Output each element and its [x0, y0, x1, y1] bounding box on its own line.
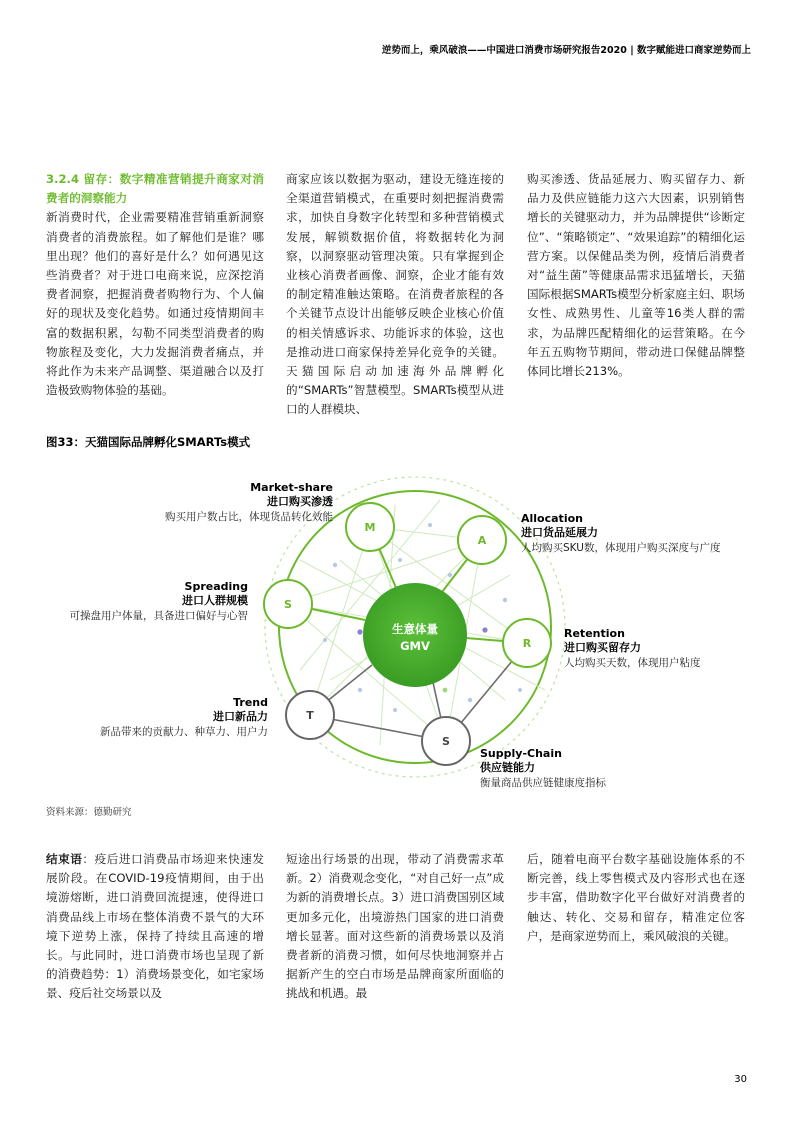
figure-source: 资料来源：德勤研究: [46, 807, 132, 818]
label-t-cn: 进口新品力: [213, 710, 268, 723]
conclusion-column-2: [286, 850, 504, 1004]
node-s2-letter: S: [442, 735, 450, 748]
figure-title: 图33：天猫国际品牌孵化SMARTs模式: [46, 435, 251, 449]
section-paragraph-2: 商家应该以数据为驱动，建设无缝连接的全渠道营销模式，在重要时刻把握消费需求，加快自身数字化转型和多种营销模式发展，解锁数据价值，将数据转化为洞察，以洞察驱动管理决策。只有掌握到企业核心消费者画像、洞察，企业才能有效的制定精准触达策略。在消费者旅程的各个关键节点设计出能够反映企业核心价值的相关情感诉求、功能诉求的体验，这也是推动进口商家保持差异化竞争的关键。天猫国际启动加速海外品牌孵化的“SMARTs”智慧模型。SMARTs模型从进口的人群模块、: [286, 172, 504, 417]
center-label-cn: 生意体量: [392, 622, 438, 636]
label-a-cn: 进口货品延展力: [521, 526, 598, 539]
section-column-3: [527, 170, 745, 381]
conclusion-column-3: [527, 850, 745, 946]
node-t: [286, 691, 334, 739]
node-t-letter: T: [306, 709, 314, 722]
page-number: 30: [734, 1074, 747, 1085]
node-a-letter: A: [477, 534, 487, 547]
smarts-diagram: [0, 455, 793, 800]
section-paragraph-3: 购买渗透、货品延展力、购买留存力、新品力及供应链能力这六大因素，识别销售增长的关键驱动力，并为品牌提供“诊断定位”、“策略锁定”、“效果追踪”的精细化运营方案。以保健品类为例，疫情后消费者对“益生菌”等健康品需求迅猛增长，天猫国际根据SMARTs模型分析家庭主妇、职场女性、成熟男性、儿童等16类人群的需求，为品牌匹配精细化的运营策略。在今年五五购物节期间，带动进口保健品牌整体同比增长213%。: [527, 172, 745, 379]
header-separator: |: [630, 45, 634, 56]
label-a-en: Allocation: [521, 512, 583, 525]
center-label-gmv: GMV: [400, 639, 430, 653]
conclusion-paragraph-1: [46, 850, 264, 1004]
header-report-title: 逆势而上，乘风破浪——中国进口消费市场研究报告2020: [381, 45, 627, 56]
conclusion-text-1: 疫后进口消费品市场迎来快速发展阶段。在COVID-19疫情期间，由于出境游熔断，进口消费回流提速，使得进口消费品线上市场在整体消费不景气的大环境下逆势上涨，保持了持续且高速的增长。与此同时，进口消费市场也呈现了新的消费趋势：1）消费场景变化，如宅家场景、疫后社交场景以及: [46, 852, 264, 1001]
node-s1-letter: S: [284, 598, 292, 611]
label-m-en: Market-share: [250, 481, 333, 494]
node-s-supply: [422, 717, 470, 765]
label-t-en: Trend: [233, 696, 268, 709]
node-r: [503, 619, 551, 667]
node-r-letter: R: [522, 637, 532, 650]
node-a: [458, 516, 506, 564]
label-s2-desc: 衡量商品供应链健康度指标: [480, 777, 606, 789]
label-a-desc: 人均购买SKU数，体现用户购买深度与广度: [521, 542, 721, 554]
label-r-desc: 人均购买天数，体现用户粘度: [564, 657, 701, 669]
conclusion-column-1: [46, 850, 264, 1004]
label-t-desc: 新品带来的贡献力、种草力、用户力: [100, 726, 268, 738]
label-m-cn: 进口购买渗透: [267, 495, 333, 508]
conclusion-colon: ：: [82, 852, 95, 866]
node-m: [346, 503, 394, 551]
node-m-letter: M: [364, 521, 376, 534]
section-paragraph-1: 新消费时代，企业需要精准营销重新洞察消费者的消费旅程。如了解他们是谁？哪里出现？他们的喜好是什么？如何遇见这些消费者？对于进口电商来说，应深挖消费者洞察，把握消费者购物行为、个人偏好的现状及变化趋势。如通过疫情期间丰富的数据积累，勾勒不同类型消费者的购物旅程及变化，大力发掘消费者痛点，并将此作为未来产品调整、渠道融合以及打造极致购物体验的基础。: [46, 210, 264, 398]
section-column-1: [46, 170, 264, 400]
label-s2-cn: 供应链能力: [480, 761, 535, 774]
header-chapter: 数字赋能进口商家逆势而上: [636, 45, 751, 56]
label-s2-en: Supply-Chain: [480, 747, 562, 760]
label-s1-en: Spreading: [184, 580, 248, 593]
label-r-en: Retention: [564, 627, 625, 640]
section-title: 3.2.4 留存：数字精准营销提升商家对消费者的洞察能力: [46, 172, 264, 206]
label-r-cn: 进口购买留存力: [564, 641, 641, 654]
running-header: [382, 42, 751, 56]
label-s1-desc: 可操盘用户体量，具备进口偏好与心智: [69, 610, 248, 622]
label-m-desc: 购买用户数占比，体现货品转化效能: [165, 511, 333, 523]
section-column-2: [286, 170, 504, 420]
conclusion-label: 结束语: [46, 852, 83, 866]
node-s-spreading: [264, 580, 312, 628]
conclusion-paragraph-2: 短途出行场景的出现，带动了消费需求革新。2）消费观念变化，“对自己好一点”成为新的消费增长点。3）进口消费国别区域更加多元化，出境游热门国家的进口消费增长显著。面对这些新的消费场景以及消费者新的消费习惯，如何尽快地洞察并占据新产生的空白市场是品牌商家所面临的挑战和机遇。最: [286, 852, 504, 1001]
label-s1-cn: 进口人群规模: [182, 594, 248, 607]
conclusion-paragraph-3: 后，随着电商平台数字基础设施体系的不断完善，线上零售模式及内容形式也在逐步丰富，借助数字化平台做好对消费者的触达、转化、交易和留存，精准定位客户，是商家逆势而上，乘风破浪的关键。: [527, 852, 745, 943]
